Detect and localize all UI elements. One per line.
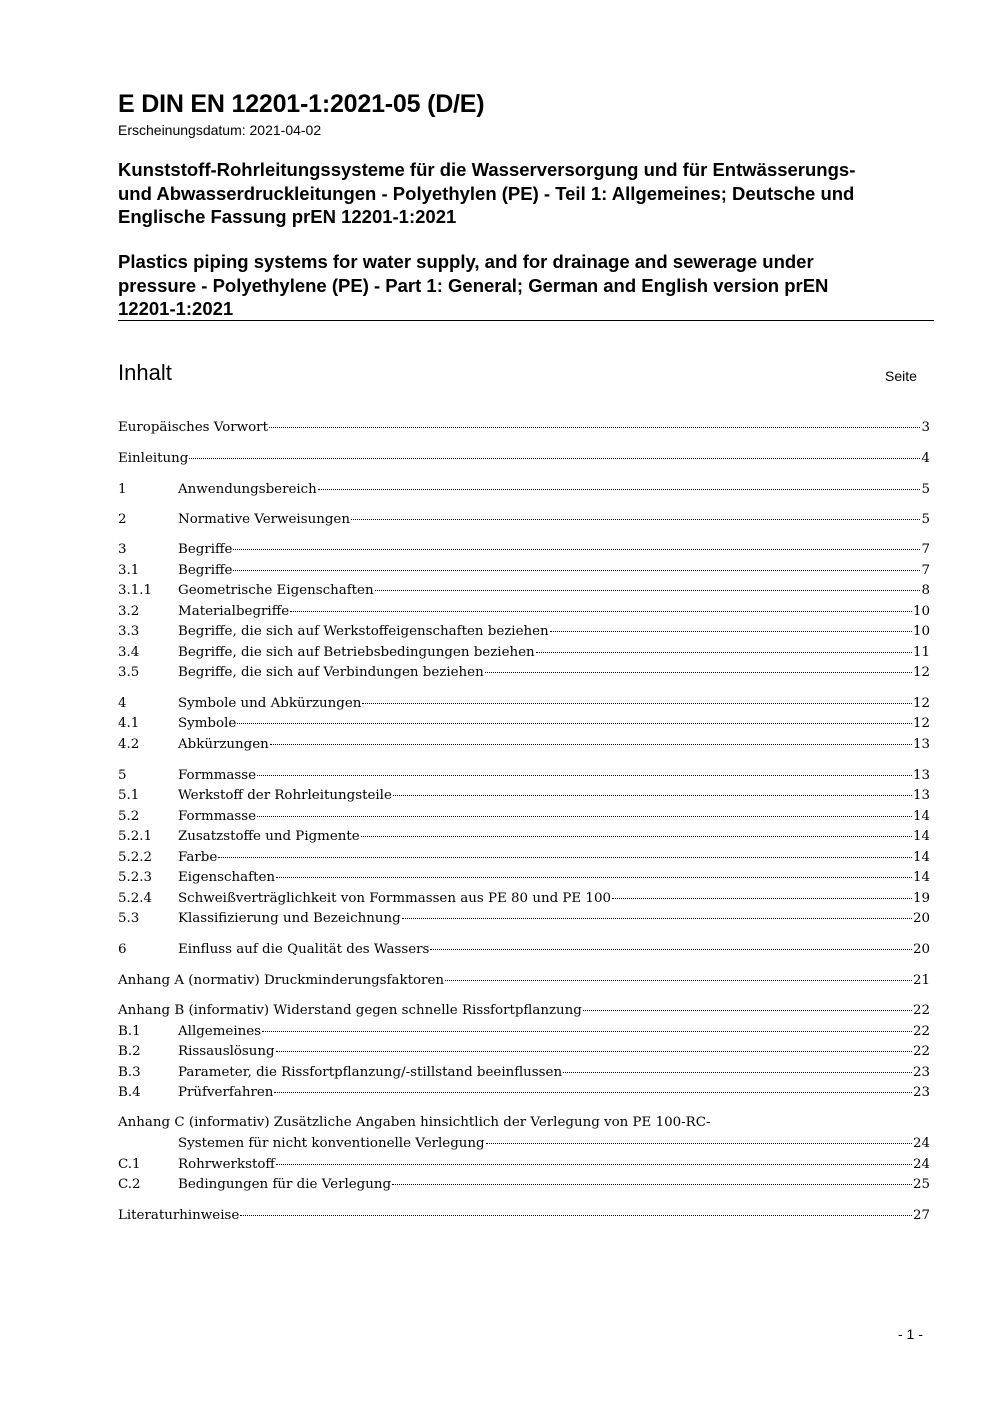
toc-entry[interactable]: [118, 510, 930, 530]
toc-entry[interactable]: [118, 663, 930, 683]
toc-dot-leader: [392, 1184, 912, 1185]
toc-entry-page: 25: [912, 1177, 930, 1192]
toc-entry-page: 10: [912, 604, 930, 619]
toc-dot-leader: [318, 489, 921, 490]
toc-entry-number: 3.5: [118, 665, 140, 680]
toc-entry[interactable]: [118, 561, 930, 581]
toc-entry[interactable]: [118, 418, 930, 438]
toc-entry-title: Symbole und Abkürzungen: [178, 696, 362, 711]
toc-entry-page: 14: [912, 870, 930, 885]
document-id: E DIN EN 12201-1:2021-05 (D/E): [118, 90, 485, 118]
toc-entry-title: Formmasse: [178, 809, 257, 824]
toc-entry-title: Anhang B (informativ) Widerstand gegen schnelle Rissfortpflanzung: [118, 1003, 582, 1018]
toc-dot-leader: [486, 1143, 912, 1144]
toc-entry-page: 24: [912, 1157, 930, 1172]
toc-entry-title: Begriffe: [178, 563, 233, 578]
toc-entry-title: Formmasse: [178, 768, 257, 783]
toc-entry[interactable]: [118, 786, 930, 806]
toc-entry[interactable]: [118, 540, 930, 560]
toc-dot-leader: [536, 652, 912, 653]
toc-entry-page: 23: [912, 1085, 930, 1100]
toc-dot-leader: [274, 1092, 912, 1093]
toc-entry[interactable]: [118, 1155, 930, 1175]
toc-entry-title: Anhang C (informativ) Zusätzliche Angaben hinsichtlich der Verlegung von PE 100-RC-: [118, 1115, 711, 1130]
toc-dot-leader: [393, 795, 912, 796]
toc-entry[interactable]: [118, 643, 930, 663]
toc-entry-number: 1: [118, 482, 127, 497]
toc-entry-title: Bedingungen für die Verlegung: [178, 1177, 392, 1192]
toc-entry[interactable]: [118, 1134, 930, 1154]
toc-entry-page: 14: [912, 809, 930, 824]
toc-entry-page: 24: [912, 1136, 930, 1151]
toc-entry-number: 3.2: [118, 604, 140, 619]
page-number: - 1 -: [898, 1326, 923, 1342]
toc-entry-title: Zusatzstoffe und Pigmente: [178, 829, 360, 844]
toc-dot-leader: [361, 836, 912, 837]
toc-dot-leader: [445, 980, 912, 981]
toc-entry-page: 10: [912, 624, 930, 639]
toc-dot-leader: [290, 611, 912, 612]
toc-entry-title: Schweißverträglichkeit von Formmassen aus PE 80 und PE 100: [178, 891, 611, 906]
toc-dot-leader: [362, 703, 912, 704]
toc-entry-title: Normative Verweisungen: [178, 512, 350, 527]
toc-entry-number: B.4: [118, 1085, 141, 1100]
toc-dot-leader: [262, 1031, 912, 1032]
toc-entry-page: 23: [912, 1065, 930, 1080]
toc-entry-title: Allgemeines: [178, 1024, 262, 1039]
toc-entry[interactable]: [118, 714, 930, 734]
toc-entry-title: Rissauslösung: [178, 1044, 275, 1059]
toc-entry[interactable]: [118, 971, 930, 991]
toc-entry-page: 4: [921, 451, 930, 466]
toc-entry-page: 22: [912, 1024, 930, 1039]
toc-dot-leader: [276, 1051, 912, 1052]
toc-dot-leader: [237, 723, 912, 724]
toc-entry-number: 4: [118, 696, 127, 711]
toc-entry-title: Symbole: [178, 716, 237, 731]
toc-entry-title: Geometrische Eigenschaften: [178, 583, 374, 598]
toc-entry-title: Abkürzungen: [178, 737, 269, 752]
toc-entry-title: Klassifizierung und Bezeichnung: [178, 911, 401, 926]
toc-entry[interactable]: [118, 735, 930, 755]
toc-entry-title: Anwendungsbereich: [178, 482, 317, 497]
toc-dot-leader: [233, 570, 920, 571]
toc-dot-leader: [583, 1010, 912, 1011]
toc-entry[interactable]: [118, 1083, 930, 1103]
toc-entry-number: 3.1.1: [118, 583, 153, 598]
toc-entry-title: Einfluss auf die Qualität des Wassers: [178, 942, 430, 957]
toc-dot-leader: [240, 1215, 912, 1216]
toc-entry-number: 5: [118, 768, 127, 783]
toc-entry-title: Anhang A (normativ) Druckminderungsfaktoren: [118, 973, 444, 988]
toc-dot-leader: [218, 857, 912, 858]
toc-entry-page: 27: [912, 1208, 930, 1223]
toc-dot-leader: [189, 458, 920, 459]
toc-entry[interactable]: [118, 1113, 930, 1133]
toc-entry[interactable]: [118, 1022, 930, 1042]
toc-dot-leader: [257, 775, 912, 776]
header-divider: [118, 320, 934, 321]
toc-entry[interactable]: [118, 1001, 930, 1021]
toc-entry-number: 3: [118, 542, 127, 557]
toc-entry-title: Werkstoff der Rohrleitungsteile: [178, 788, 392, 803]
toc-page-label: Seite: [885, 368, 917, 384]
toc-entry-title: Einleitung: [118, 451, 189, 466]
toc-entry-page: 5: [921, 482, 930, 497]
toc-entry-number: 3.4: [118, 645, 140, 660]
toc-entry-page: 13: [912, 788, 930, 803]
toc-entry-number: 5.2.3: [118, 870, 153, 885]
toc-entry-number: 5.2: [118, 809, 140, 824]
toc-entry[interactable]: [118, 807, 930, 827]
toc-dot-leader: [269, 427, 921, 428]
toc-entry-title: Literaturhinweise: [118, 1208, 240, 1223]
toc-entry-number: 5.3: [118, 911, 140, 926]
toc-dot-leader: [375, 590, 921, 591]
toc-entry-title: Farbe: [178, 850, 218, 865]
toc-entry-page: 12: [912, 665, 930, 680]
toc-entry-page: 7: [921, 542, 930, 557]
toc-entry[interactable]: [118, 480, 930, 500]
toc-dot-leader: [563, 1072, 912, 1073]
toc-entry-page: 11: [912, 645, 930, 660]
toc-dot-leader: [402, 918, 912, 919]
title-german-line: und Abwasserdruckleitungen - Polyethylen (PE) - Teil 1: Allgemeines; Deutsche und: [118, 182, 855, 204]
title-english-line: pressure - Polyethylene (PE) - Part 1: General; German and English version prEN: [118, 274, 829, 296]
toc-entry-page: 7: [921, 563, 930, 578]
toc-entry-number: 5.1: [118, 788, 140, 803]
toc-entry[interactable]: [118, 581, 930, 601]
toc-entry-number: 4.2: [118, 737, 140, 752]
toc-entry[interactable]: [118, 694, 930, 714]
toc-entry[interactable]: [118, 622, 930, 642]
toc-entry[interactable]: [118, 1206, 930, 1226]
toc-entry-page: 12: [912, 716, 930, 731]
toc-entry-number: B.1: [118, 1024, 141, 1039]
toc-entry-page: 20: [912, 911, 930, 926]
title-english-line: 12201-1:2021: [118, 298, 234, 319]
toc-entry-page: 8: [921, 583, 930, 598]
toc-entry-page: 20: [912, 942, 930, 957]
toc-entry-number: C.2: [118, 1177, 141, 1192]
toc-dot-leader: [276, 1164, 912, 1165]
toc-entry-title: Begriffe, die sich auf Betriebsbedingungen beziehen: [178, 645, 535, 660]
toc-entry-number: 5.2.2: [118, 850, 153, 865]
toc-entry[interactable]: [118, 766, 930, 786]
toc-entry-number: B.3: [118, 1065, 141, 1080]
toc-dot-leader: [270, 744, 912, 745]
toc-entry[interactable]: [118, 827, 930, 847]
toc-entry-number: B.2: [118, 1044, 141, 1059]
toc-entry[interactable]: [118, 848, 930, 868]
toc-dot-leader: [612, 898, 912, 899]
title-english: [118, 250, 938, 321]
toc-entry-title: Begriffe, die sich auf Werkstoffeigenschaften beziehen: [178, 624, 549, 639]
toc-entry-page: 22: [912, 1003, 930, 1018]
toc-entry-number: 2: [118, 512, 127, 527]
toc-entry-title: Begriffe, die sich auf Verbindungen beziehen: [178, 665, 484, 680]
toc-heading: Inhalt: [118, 360, 172, 385]
toc-dot-leader: [485, 672, 912, 673]
toc-entry-number: 5.2.4: [118, 891, 153, 906]
toc-dot-leader: [550, 631, 912, 632]
toc-entry[interactable]: [118, 940, 930, 960]
toc-entry-title: Prüfverfahren: [178, 1085, 274, 1100]
toc-entry[interactable]: [118, 868, 930, 888]
toc-entry-number: 3.3: [118, 624, 140, 639]
toc-entry[interactable]: [118, 602, 930, 622]
publication-date: Erscheinungsdatum: 2021-04-02: [118, 122, 322, 138]
toc-entry[interactable]: [118, 449, 930, 469]
toc-dot-leader: [430, 949, 912, 950]
toc-entry-page: 14: [912, 829, 930, 844]
toc-entry-page: 19: [912, 891, 930, 906]
toc-entry[interactable]: [118, 889, 930, 909]
toc-entry-page: 22: [912, 1044, 930, 1059]
toc-dot-leader: [257, 816, 912, 817]
toc-entry-page: 21: [912, 973, 930, 988]
title-german-line: Englische Fassung prEN 12201-1:2021: [118, 206, 457, 227]
title-german: [118, 158, 938, 229]
toc-entry-title: Europäisches Vorwort: [118, 420, 268, 435]
toc-dot-leader: [351, 519, 921, 520]
toc-entry[interactable]: [118, 1042, 930, 1062]
toc-entry-title: Parameter, die Rissfortpflanzung/-stillstand beeinflussen: [178, 1065, 563, 1080]
title-english-line: Plastics piping systems for water supply, and for drainage and sewerage under: [118, 251, 814, 272]
toc-entry-page: 3: [921, 420, 930, 435]
toc-entry-title: Materialbegriffe: [178, 604, 290, 619]
toc-entry-title: Begriffe: [178, 542, 233, 557]
toc-entry-title: Rohrwerkstoff: [178, 1157, 275, 1172]
toc-entry[interactable]: [118, 1175, 930, 1195]
toc-entry[interactable]: [118, 1063, 930, 1083]
toc-entry-title: Eigenschaften: [178, 870, 276, 885]
toc-entry-number: 4.1: [118, 716, 140, 731]
toc-dot-leader: [276, 877, 912, 878]
toc-entry-page: 13: [912, 768, 930, 783]
toc-entry-number: C.1: [118, 1157, 141, 1172]
toc-entry-page: 14: [912, 850, 930, 865]
toc-entry-number: 6: [118, 942, 127, 957]
toc-entry-title: Systemen für nicht konventionelle Verlegung: [178, 1136, 485, 1151]
toc-entry-page: 13: [912, 737, 930, 752]
toc-dot-leader: [233, 549, 920, 550]
toc-entry-number: 3.1: [118, 563, 140, 578]
toc-entry-page: 5: [921, 512, 930, 527]
toc-entry-page: 12: [912, 696, 930, 711]
toc-entry[interactable]: [118, 909, 930, 929]
title-german-line: Kunststoff-Rohrleitungssysteme für die Wasserversorgung und für Entwässerungs-: [118, 159, 856, 180]
toc-entry-number: 5.2.1: [118, 829, 153, 844]
